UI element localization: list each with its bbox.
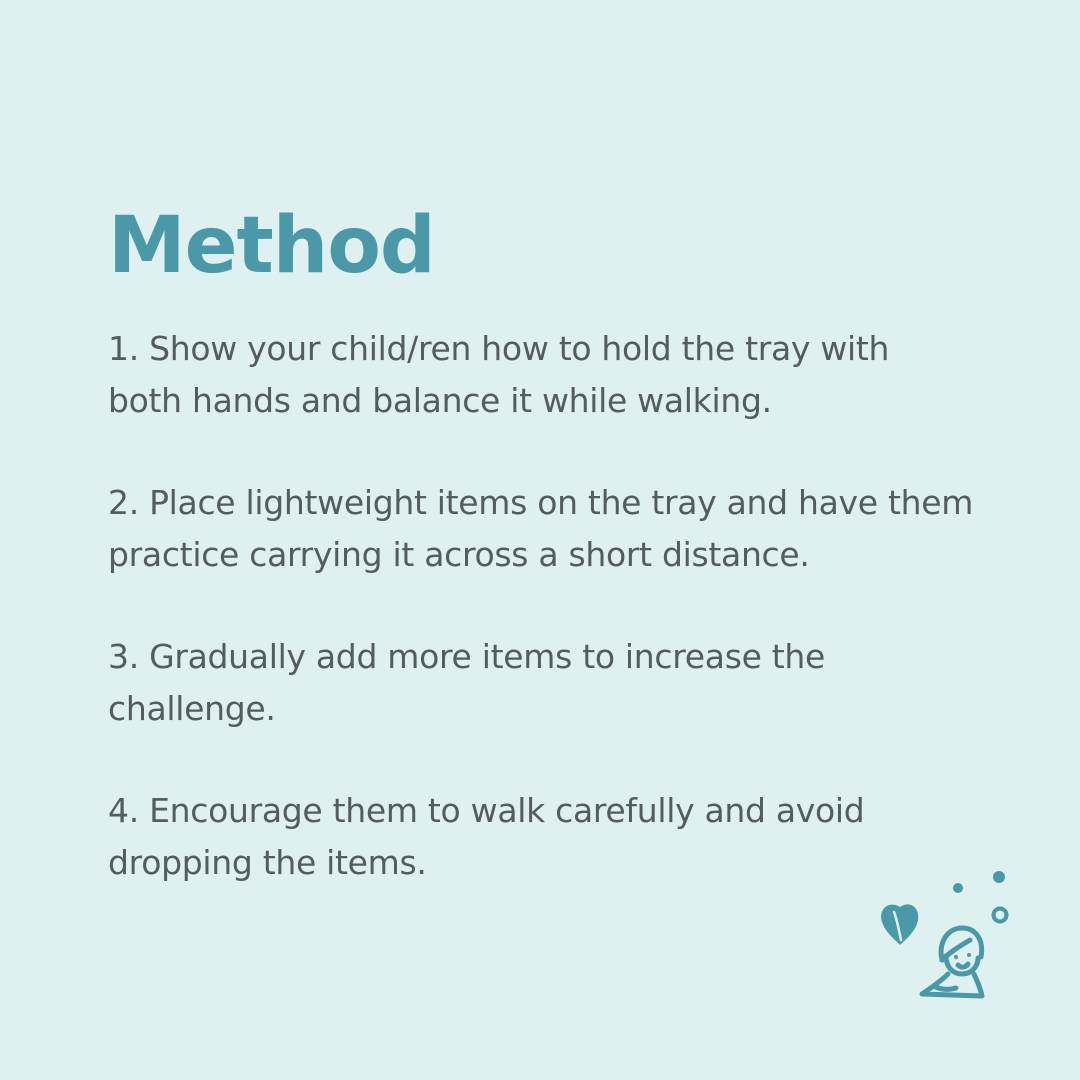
step-text-line: 4. Encourage them to walk carefully and avoid <box>108 791 865 830</box>
step-text-line: 3. Gradually add more items to increase the <box>108 637 826 676</box>
step-text-line: 1. Show your child/ren how to hold the tray with <box>108 329 890 368</box>
step-text-line: practice carrying it across a short distance. <box>108 535 810 574</box>
heart-icon <box>881 904 918 945</box>
step-item <box>108 477 1008 581</box>
step-item <box>108 631 1008 735</box>
step-item <box>108 323 1008 427</box>
step-text-line: both hands and balance it while walking. <box>108 381 772 420</box>
bubble-dots-icon <box>953 871 1007 922</box>
child-face-icon <box>922 928 982 996</box>
step-text-line: challenge. <box>108 689 276 728</box>
step-text-line: 2. Place lightweight items on the tray and have them <box>108 483 974 522</box>
method-steps-list <box>108 323 1008 939</box>
child-illustration <box>870 862 1020 1012</box>
page-title: Method <box>108 201 435 291</box>
step-text-line: dropping the items. <box>108 843 427 882</box>
